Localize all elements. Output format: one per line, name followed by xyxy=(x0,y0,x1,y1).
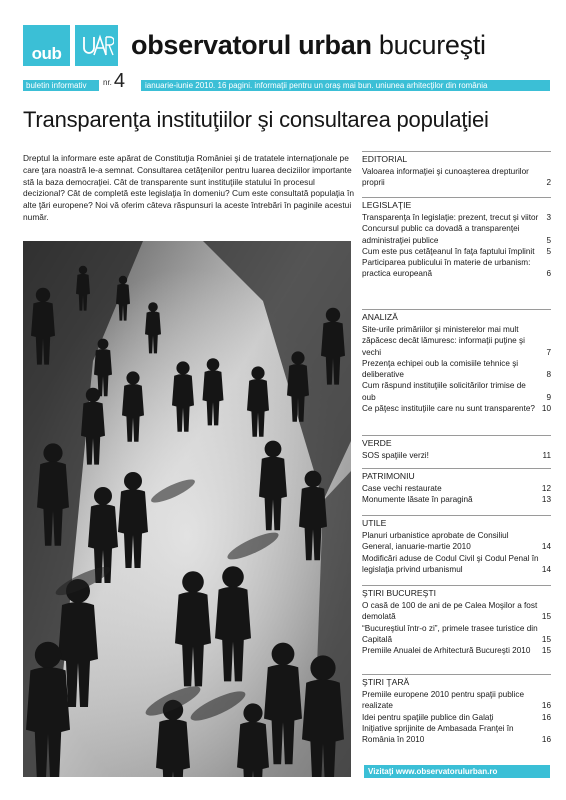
toc-section-patrimoniu xyxy=(362,468,551,506)
toc-entry[interactable]: Prezenţa echipei oub la comisiile tehnice şi deliberative 8 xyxy=(362,358,551,380)
toc-entry[interactable]: O casă de 100 de ani de pe Calea Moşilor a fost demolată 15 xyxy=(362,601,551,622)
toc-section-verde xyxy=(362,435,551,461)
uar-logo-mark xyxy=(80,34,114,58)
toc-page-number: 16 xyxy=(541,701,551,711)
toc-page-number: 6 xyxy=(546,269,551,279)
info-bar xyxy=(23,70,550,92)
toc-page-number: 10 xyxy=(541,404,551,414)
toc-section-title: VERDE xyxy=(362,438,392,448)
toc-entry[interactable]: Case vechi restaurate 12 xyxy=(362,484,551,493)
toc-entry[interactable]: Concursul public ca dovadă a transparenţei administraţiei publice 5 xyxy=(362,224,551,245)
toc-page-number: 9 xyxy=(546,392,551,402)
toc-page-number: 5 xyxy=(546,235,551,245)
toc-page-number: 8 xyxy=(546,370,551,380)
toc-page-number: 15 xyxy=(541,646,551,656)
toc-section-title: EDITORIAL xyxy=(362,154,408,164)
intro-paragraph: Dreptul la informare este apărat de Constituţia României şi de tratatele internaţionale pe care ţara noastră le-a semnat. Consultarea cetăţenilor pentru luarea deciziilor importante stă la baza democraţiei. Cât de transparente sunt instituţiile statului în procesul decizional? Cât de completă este legislaţia în domeniu? Cum este consultată populaţia în alte ţări europene? Noi vă oferim câteva răspunsuri la aceste întrebări în paginile acestui număr. xyxy=(23,153,355,222)
toc-page-number: 11 xyxy=(542,451,551,460)
toc-entry[interactable]: Cum răspund instituţiile solicitărilor trimise de oub 9 xyxy=(362,381,551,402)
toc-entry[interactable]: Participarea publicului în materie de urbanism: practica europeană 6 xyxy=(362,258,551,279)
toc-page-number: 15 xyxy=(541,612,551,622)
issue-number: nr. 4 xyxy=(103,70,126,92)
cover-photo xyxy=(23,241,351,777)
toc-page-number: 5 xyxy=(546,246,551,256)
toc-section-title: ANALIZĂ xyxy=(362,312,398,322)
toc-entry[interactable]: Cum este pus cetăţeanul în faţa faptului împlinit 5 xyxy=(362,246,551,256)
toc-entry[interactable]: Modificări aduse de Codul Civil şi Codul Penal în legislaţia privind urbanismul 14 xyxy=(362,553,551,574)
toc-entry[interactable]: Idei pentru spaţiile publice din Galaţi 16 xyxy=(362,712,551,722)
toc-section-title: ŞTIRI ŢARĂ xyxy=(362,677,410,687)
toc-entry[interactable]: Iniţiative sprijinite de Ambasada Franţei în România în 2010 16 xyxy=(362,723,551,745)
toc-page-number: 7 xyxy=(546,347,551,357)
toc-section-title: ŞTIRI BUCUREŞTI xyxy=(362,588,437,598)
toc-section-stiri-bucuresti xyxy=(362,585,551,656)
toc-entry[interactable]: Premiile europene 2010 pentru spaţii publice realizate 16 xyxy=(362,690,551,711)
bulletin-label: buletin informativ xyxy=(23,80,99,91)
info-strip: ianuarie-iunie 2010. 16 pagini. informaţii pentru un oraş mai bun. uniunea arhitecţilor din românia xyxy=(141,80,550,91)
toc-page-number: 2 xyxy=(546,178,551,188)
toc-section-utile xyxy=(362,515,551,575)
masthead-title: observatorul urban bucureşti xyxy=(131,30,486,60)
toc-section-title: UTILE xyxy=(362,518,387,528)
toc-section-analiza xyxy=(362,309,551,414)
toc-entry[interactable]: “Bucureştiul într-o zi”, primele trasee turistice din Capitală 15 xyxy=(362,623,551,644)
toc-entry[interactable]: Premiile Anualei de Arhitectură Bucureşti 2010 15 xyxy=(362,646,551,656)
toc-section-legislatie xyxy=(362,197,551,280)
toc-page-number: 12 xyxy=(541,484,551,493)
toc-entry[interactable]: Planuri urbanistice aprobate de Consiliul General, ianuarie-martie 2010 14 xyxy=(362,531,551,552)
toc-entry[interactable]: Valoarea informaţiei şi cunoaşterea drepturilor proprii 2 xyxy=(362,167,551,188)
headline: Transparenţa instituţiilor şi consultarea populaţiei xyxy=(23,107,489,132)
website-link[interactable]: Vizitaţi www.observatorulurban.ro xyxy=(364,765,550,778)
toc-page-number: 3 xyxy=(546,213,551,222)
toc-section-title: LEGISLAŢIE xyxy=(362,200,412,210)
toc-entry[interactable]: Transparenţa în legislaţie: prezent, trecut şi viitor 3 xyxy=(362,213,551,222)
toc-page-number: 16 xyxy=(541,735,551,745)
oub-logo: oub xyxy=(23,25,70,66)
toc-page-number: 15 xyxy=(541,634,551,644)
uar-logo xyxy=(75,25,118,66)
toc-entry[interactable]: Ce păţesc instituţiile care nu sunt transparente? 10 xyxy=(362,404,551,414)
toc-section-title: PATRIMONIU xyxy=(362,471,415,481)
toc-section-stiri-tara xyxy=(362,674,551,745)
toc-page-number: 13 xyxy=(541,495,551,505)
toc-page-number: 16 xyxy=(541,712,551,722)
toc-page-number: 14 xyxy=(541,542,551,552)
toc-entry[interactable]: Site-urile primăriilor şi ministerelor mai mult zăpăcesc decât lămuresc: informaţii puţine şi vechi 7 xyxy=(362,325,551,357)
toc-section-editorial xyxy=(362,151,551,189)
toc-page-number: 14 xyxy=(541,564,551,574)
toc-entry[interactable]: SOS spaţiile verzi! 11 xyxy=(362,451,551,460)
toc-entry[interactable]: Monumente lăsate în paragină 13 xyxy=(362,495,551,505)
